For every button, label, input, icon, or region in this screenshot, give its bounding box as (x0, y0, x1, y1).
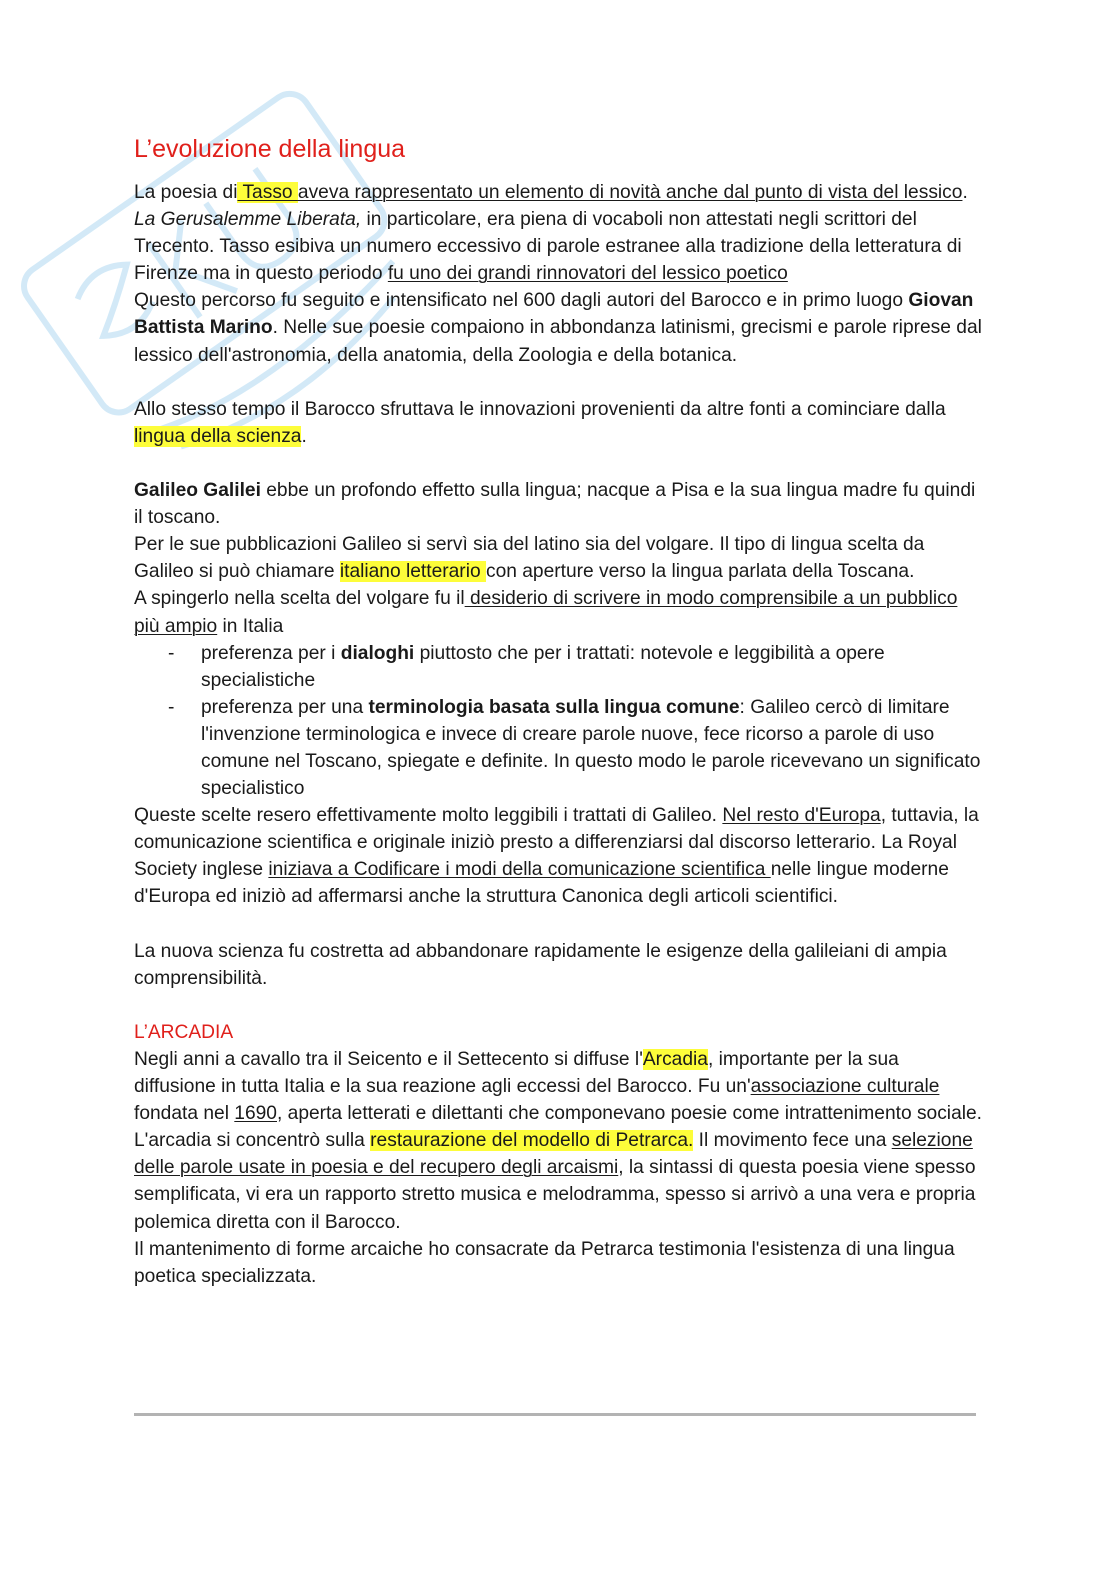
highlight-italiano-letterario: italiano letterario (339, 561, 486, 583)
section-heading-arcadia: L’ARCADIA (134, 1021, 234, 1043)
paragraph-marino: Questo percorso fu seguito e intensificato nel 600 dagli autori del Barocco e in primo luogo Giovan Battista Marino. Nelle sue poesie compaiono in abbondanza latinismi, grecismi e parole riprese dal lessico dell'astronomia, della anatomia, della Zoologia e della botanica. (134, 290, 982, 366)
dash-bullet: - (168, 696, 175, 718)
highlight-petrarca: restaurazione del modello di Petrarca. (370, 1130, 694, 1152)
paragraph-forme-arcaiche: Il mantenimento di forme arcaiche ho consacrate da Petrarca testimonia l'esistenza di una lingua poetica specializzata. (134, 1238, 955, 1287)
document-body (134, 132, 982, 1290)
paragraph-petrarca: L'arcadia si concentrò sulla restaurazione del modello di Petrarca. Il movimento fece una selezione delle parole usate in poesia e del recupero degli arcaismi, la sintassi di questa poesia viene spesso semplificata, vi era un rapporto stretto musica e melodramma, spesso si arrivò a una vera e propria polemica diretta con il Barocco. (134, 1130, 976, 1233)
dash-bullet: - (168, 642, 175, 664)
name-marino: Giovan Battista Marino (134, 290, 974, 339)
list-item: - preferenza per i dialoghi piuttosto che per i trattati: notevole e leggibilità a opere specialistiche (134, 640, 982, 694)
page-title: L’evoluzione della lingua (134, 135, 406, 163)
highlight-lingua-scienza: lingua della scienza (134, 425, 302, 447)
paragraph-volgare: A spingerlo nella scelta del volgare fu il desiderio di scrivere in modo comprensibile a un pubblico più ampio in Italia (134, 588, 958, 637)
highlight-tasso: Tasso (237, 182, 298, 203)
paragraph-barocco-scienza: Allo stesso tempo il Barocco sfruttava le innovazioni provenienti da altre fonti a cominciare dalla lingua della scienza. (134, 398, 946, 447)
spacer (134, 369, 982, 396)
spacer (134, 992, 982, 1019)
paragraph-pubblicazioni: Per le sue pubblicazioni Galileo si servì sia del latino sia del volgare. Il tipo di lingua scelta da Galileo si può chiamare italiano letterario con aperture verso la lingua parlata della Toscana. (134, 534, 925, 583)
highlight-arcadia: Arcadia (642, 1049, 708, 1070)
horizontal-rule (134, 1413, 976, 1416)
paragraph-arcadia: Negli anni a cavallo tra il Seicento e il Settecento si diffuse l'Arcadia, importante per la sua diffusione in tutta Italia e la sua reazione agli eccessi del Barocco. Fu un'associazione culturale fondata nel 1690, aperta letterati e dilettanti che componevano poesie come intrattenimento sociale. (134, 1049, 983, 1125)
paragraph-nuova-scienza: La nuova scienza fu costretta ad abbandonare rapidamente le esigenze della galileiani di ampia comprensibilità. (134, 940, 947, 989)
name-galileo: Galileo Galilei (134, 480, 261, 502)
title-gerusalemme: La Gerusalemme Liberata, (134, 209, 362, 231)
spacer (134, 911, 982, 938)
paragraph-europa: Queste scelte resero effettivamente molto leggibili i trattati di Galileo. Nel resto d'Europa, tuttavia, la comunicazione scientifica e originale iniziò presto a differenziarsi dal discorso letterario. La Royal Society inglese iniziava a Codificare i modi della comunicazione scientifica nelle lingue moderne d'Europa ed iniziò ad affermarsi anche la struttura Canonica degli articoli scientifici. (134, 805, 979, 908)
spacer (134, 450, 982, 477)
paragraph-tasso: La poesia di Tasso aveva rappresentato un elemento di novità anche dal punto di vista del lessico. La Gerusalemme Liberata, in particolare, era piena di vocaboli non attestati negli scrittori del Trecento. Tasso esibiva un numero eccessivo di parole estranee alla tradizione della letteratura di Firenze ma in questo periodo fu uno dei grandi rinnovatori del lessico poetico (134, 182, 968, 285)
list-item: - preferenza per una terminologia basata sulla lingua comune: Galileo cercò di limitare l'invenzione terminologica e invece di creare parole nuove, fece ricorso a parole di uso comune nel Toscano, spiegate e definite. In questo modo le parole ricevevano un significato specialistico (134, 694, 982, 802)
dash-list (134, 640, 982, 803)
paragraph-galileo: Galileo Galilei ebbe un profondo effetto sulla lingua; nacque a Pisa e la sua lingua madre fu quindi il toscano. (134, 480, 976, 529)
